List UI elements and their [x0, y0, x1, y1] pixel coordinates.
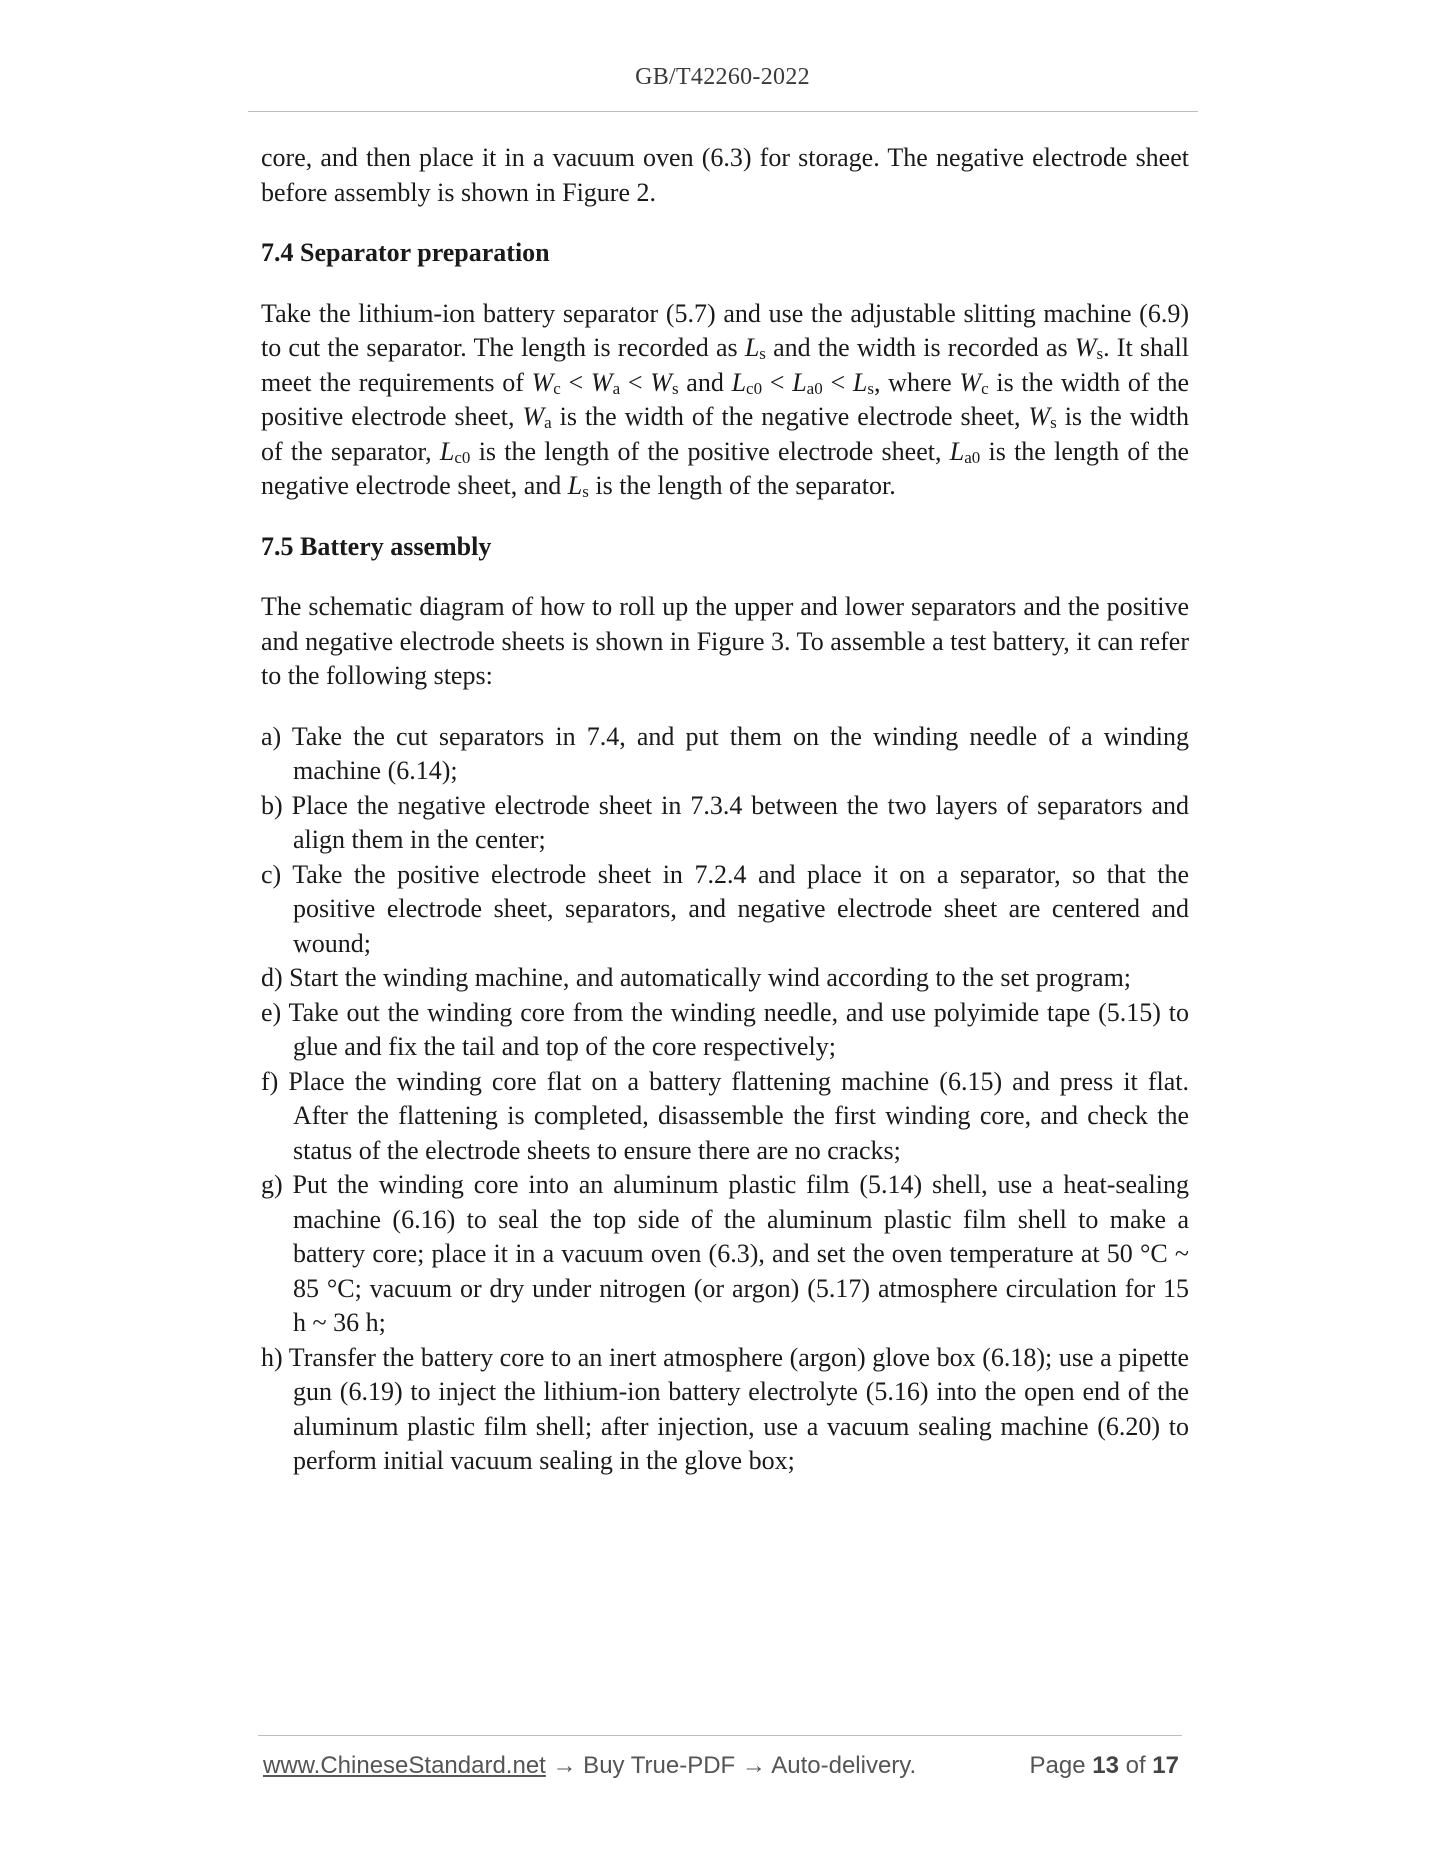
intro-paragraph: core, and then place it in a vacuum oven (6.3) for storage. The negative electrode sheet before assembly is shown in Figure 2. [261, 143, 1189, 207]
list-item: h) Transfer the battery core to an inert atmosphere (argon) glove box (6.18); use a pipette gun (6.19) to inject the lithium-ion battery electrolyte (5.16) into the open end of the aluminum plastic film shell; after injection, use a vacuum sealing machine (6.20) to perform initial vacuum sealing in the glove box; [261, 1342, 1189, 1475]
footer-divider [258, 1735, 1182, 1736]
page-body [261, 141, 1189, 1479]
list-item: g) Put the winding core into an aluminum plastic film (5.14) shell, use a heat-sealing machine (6.16) to seal the top side of the aluminum plastic film shell to make a battery core; place it in a vacuum oven (6.3), and set the oven temperature at 50 °C ~ 85 °C; vacuum or dry under nitrogen (or argon) (5.17) atmosphere circulation for 15 h ~ 36 h; [261, 1170, 1189, 1337]
section-7-4-heading: 7.4 Separator preparation [261, 238, 550, 267]
page-footer [263, 1752, 1183, 1780]
page-indicator: Page 13 of 17 [1029, 1752, 1179, 1779]
list-item: a) Take the cut separators in 7.4, and put them on the winding needle of a winding machine (6.14); [261, 721, 1189, 785]
website-link[interactable]: www.ChineseStandard.net [263, 1752, 546, 1779]
list-item: d) Start the winding machine, and automatically wind according to the set program; [261, 963, 1132, 992]
list-item: f) Place the winding core flat on a battery flattening machine (6.15) and press it flat. After the flattening is completed, disassemble the first winding core, and check the status of the electrode sheets to ensure there are no cracks; [261, 1066, 1189, 1165]
list-item: c) Take the positive electrode sheet in 7.2.4 and place it on a separator, so that the positive electrode sheet, separators, and negative electrode sheet are centered and wound; [261, 859, 1189, 958]
section-7-5-heading: 7.5 Battery assembly [261, 531, 492, 561]
list-item: e) Take out the winding core from the winding needle, and use polyimide tape (5.15) to glue and fix the tail and top of the core respectively; [261, 997, 1189, 1061]
promo-text: → Buy True-PDF → Auto-delivery. [545, 1752, 917, 1779]
current-page-number: 13 [1092, 1752, 1119, 1779]
separator-preparation-paragraph: Take the lithium-ion battery separator (5.7) and use the adjustable slitting machine (6.9) to cut the separator. The length is recorded as Ls and the width is recorded as Ws. It shall meet the requirements of Wc < Wa < Ws and Lc0 < La0 < Ls, where Wc is the width of the positive electrode sheet, Wa is the width of the negative electrode sheet, Ws is the width of the separator, Lc0 is the length of the positive electrode sheet, La0 is the length of the negative electrode sheet, and Ls is the length of the separator. [261, 298, 1189, 501]
assembly-steps-list [261, 720, 1189, 1479]
document-code-header: GB/T42260-2022 [635, 64, 810, 90]
battery-assembly-intro: The schematic diagram of how to roll up the upper and lower separators and the positive and negative electrode sheets is shown in Figure 3. To assemble a test battery, it can refer to the following steps: [261, 592, 1189, 690]
total-pages-number: 17 [1152, 1752, 1179, 1779]
list-item: b) Place the negative electrode sheet in 7.3.4 between the two layers of separators and align them in the center; [261, 790, 1189, 854]
header-divider [248, 111, 1198, 112]
